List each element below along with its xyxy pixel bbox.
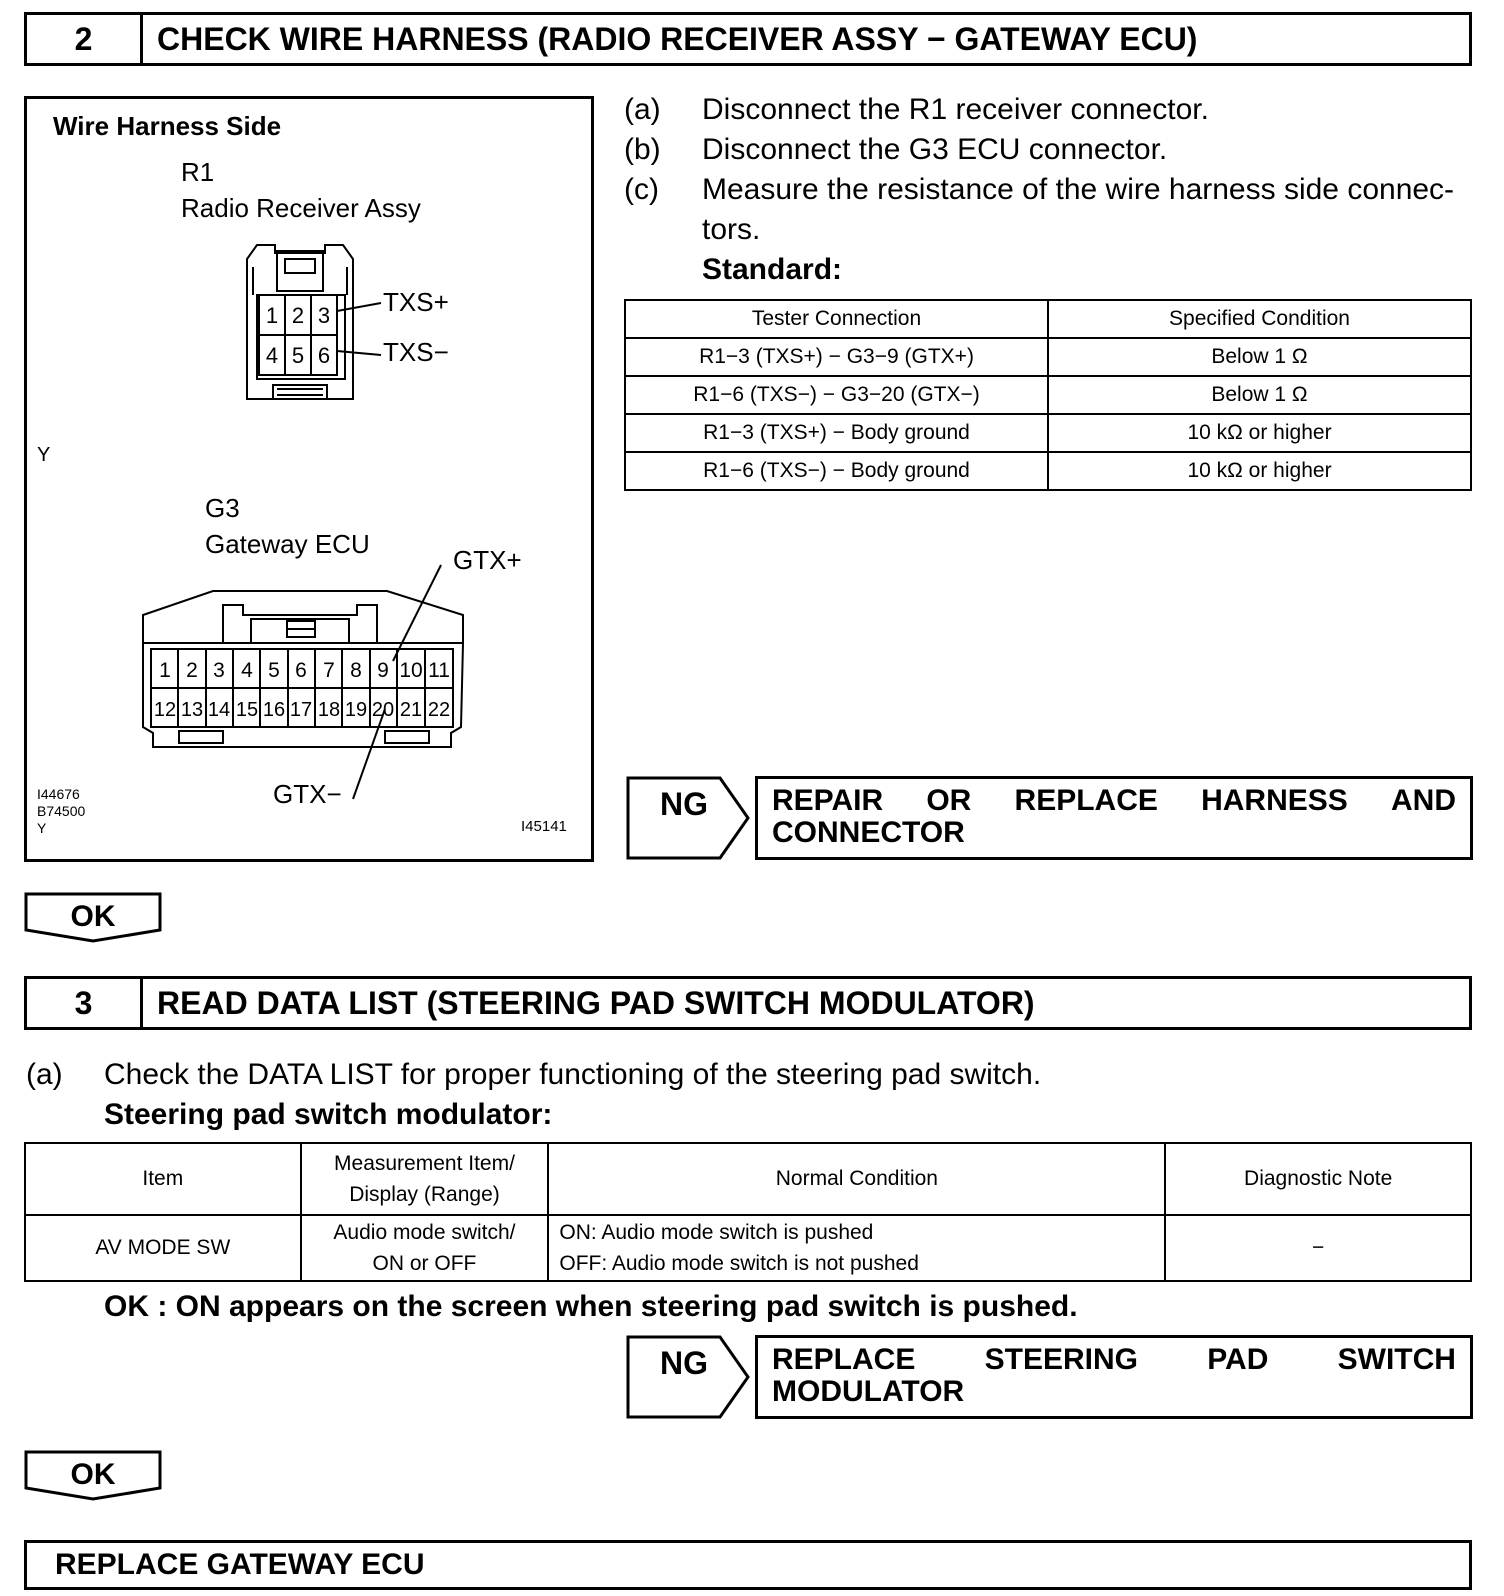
g3-pin-19: 19 (344, 699, 368, 721)
repair-harness-result (755, 776, 1473, 860)
result-line-2: MODULATOR (772, 1375, 965, 1408)
diagnostic-note-cell: − (1165, 1215, 1471, 1281)
result-word: REPAIR (772, 784, 884, 817)
g3-pin-22: 22 (427, 699, 451, 721)
step-number: 2 (27, 15, 143, 63)
txs-plus-leader (337, 303, 381, 311)
g3-pin-10: 10 (399, 659, 423, 682)
header-measurement-line-1: Measurement Item/ (334, 1152, 515, 1175)
r1-name: Radio Receiver Assy (181, 193, 421, 223)
result-line-1 (772, 785, 1456, 817)
ref-code-2: B74500 (37, 803, 86, 819)
r1-pin-2: 2 (291, 303, 305, 328)
header-measurement-item (301, 1143, 549, 1215)
instruction-label-b: (b) (624, 133, 661, 166)
header-specified-condition: Specified Condition (1048, 300, 1471, 338)
specified-condition-cell: Below 1 Ω (1048, 376, 1471, 414)
g3-pin-7: 7 (323, 659, 335, 682)
step-title: CHECK WIRE HARNESS (RADIO RECEIVER ASSY − GATEWAY ECU) (157, 20, 1198, 57)
gtx-minus-label: GTX− (273, 779, 342, 809)
g3-pin-18: 18 (317, 699, 341, 721)
result-word: HARNESS (1201, 784, 1348, 817)
ng-label-step-3: NG (660, 1345, 708, 1381)
step-title: READ DATA LIST (STEERING PAD SWITCH MODULATOR) (157, 984, 1035, 1021)
result-word: REPLACE (1014, 784, 1158, 817)
standard-table (624, 299, 1472, 491)
header-normal-condition: Normal Condition (548, 1143, 1165, 1215)
result-line-1 (772, 1344, 1456, 1376)
ng-label-step-2: NG (660, 786, 708, 822)
ok-label-step-3: OK (70, 1458, 116, 1491)
ref-code-1: I44676 (37, 786, 80, 802)
table-header-row (625, 300, 1471, 338)
condition-line-1: ON: Audio mode switch is pushed (559, 1221, 874, 1244)
figure-id: I45141 (521, 818, 567, 835)
g3-pin-15: 15 (235, 699, 259, 721)
specified-condition-cell: 10 kΩ or higher (1048, 414, 1471, 452)
normal-condition-cell (548, 1215, 1165, 1281)
instruction-label-a: (a) (26, 1058, 63, 1091)
instruction-text-a: Disconnect the R1 receiver connector. (702, 93, 1209, 126)
g3-pin-8: 8 (350, 659, 362, 682)
ok-label-step-2: OK (70, 900, 116, 933)
standard-label: Standard: (702, 253, 843, 286)
item-cell: AV MODE SW (25, 1215, 301, 1281)
header-measurement-line-2: Display (Range) (349, 1183, 500, 1206)
result-word: OR (926, 784, 972, 817)
header-item: Item (25, 1143, 301, 1215)
r1-pin-6: 6 (317, 343, 331, 368)
g3-pin-17: 17 (289, 699, 313, 721)
result-word: STEERING (984, 1343, 1138, 1376)
result-word: REPLACE (772, 1343, 916, 1376)
g3-code: G3 (205, 493, 240, 523)
g3-pin-11: 11 (428, 659, 450, 682)
instruction-text-c: Measure the resistance of the wire harness side connec- (702, 173, 1455, 206)
tester-connection-cell: R1−6 (TXS−) − Body ground (625, 452, 1048, 490)
modulator-label: Steering pad switch modulator: (104, 1098, 553, 1131)
table-header-row (25, 1143, 1471, 1215)
table-row (625, 414, 1471, 452)
specified-condition-cell: 10 kΩ or higher (1048, 452, 1471, 490)
tester-connection-cell: R1−6 (TXS−) − G3−20 (GTX−) (625, 376, 1048, 414)
step-2-header (24, 12, 1472, 66)
connector-diagram (27, 99, 597, 865)
g3-pin-4: 4 (241, 659, 253, 682)
replace-modulator-result (755, 1335, 1473, 1419)
r1-code: R1 (181, 157, 215, 187)
g3-pin-16: 16 (262, 699, 286, 721)
gtx-plus-leader (393, 565, 441, 661)
instruction-text-a: Check the DATA LIST for proper functioning of the steering pad switch. (104, 1058, 1042, 1091)
g3-pin-12: 12 (153, 699, 177, 721)
table-row (625, 452, 1471, 490)
y-mark: Y (37, 444, 51, 466)
g3-pin-9: 9 (377, 659, 389, 682)
tester-connection-cell: R1−3 (TXS+) − G3−9 (GTX+) (625, 338, 1048, 376)
instruction-text-c-cont: tors. (702, 213, 761, 246)
g3-pin-21: 21 (399, 699, 423, 721)
r1-pin-3: 3 (317, 303, 331, 328)
g3-pin-20: 20 (371, 699, 395, 721)
wire-harness-figure (24, 96, 594, 862)
g3-pin-labels-bottom (154, 699, 450, 721)
txs-plus-label: TXS+ (383, 287, 449, 317)
data-list-table (24, 1142, 1472, 1282)
replace-gateway-ecu-box: REPLACE GATEWAY ECU (24, 1540, 1472, 1590)
instruction-label-c: (c) (624, 173, 659, 206)
table-row (625, 338, 1471, 376)
result-line-2: CONNECTOR (772, 816, 965, 849)
r1-pin-4: 4 (265, 343, 279, 368)
step-3-instructions (26, 1055, 1476, 1139)
table-row (25, 1215, 1471, 1281)
r1-pin-1: 1 (265, 303, 279, 328)
r1-pin-5: 5 (291, 343, 305, 368)
step-2-instructions (624, 90, 1484, 290)
gtx-plus-label: GTX+ (453, 545, 522, 575)
step-3-header (24, 976, 1472, 1030)
g3-pin-13: 13 (180, 699, 204, 721)
g3-pin-3: 3 (213, 659, 225, 682)
table-row (625, 376, 1471, 414)
g3-pin-6: 6 (295, 659, 307, 682)
tester-connection-cell: R1−3 (TXS+) − Body ground (625, 414, 1048, 452)
ref-y: Y (37, 820, 47, 836)
specified-condition-cell: Below 1 Ω (1048, 338, 1471, 376)
g3-pin-14: 14 (207, 699, 231, 721)
txs-minus-label: TXS− (383, 337, 449, 367)
g3-pin-5: 5 (268, 659, 280, 682)
condition-line-2: OFF: Audio mode switch is not pushed (559, 1252, 919, 1275)
result-word: SWITCH (1337, 1343, 1456, 1376)
header-diagnostic-note: Diagnostic Note (1165, 1143, 1471, 1215)
figure-heading: Wire Harness Side (53, 111, 282, 141)
result-word: AND (1391, 784, 1456, 817)
instruction-label-a: (a) (624, 93, 661, 126)
ok-statement: OK : ON appears on the screen when steering pad switch is pushed. (104, 1290, 1078, 1323)
txs-minus-leader (337, 351, 381, 355)
measurement-cell (301, 1215, 549, 1281)
instruction-text-b: Disconnect the G3 ECU connector. (702, 133, 1168, 166)
measurement-line-2: ON or OFF (372, 1252, 477, 1275)
g3-pin-1: 1 (159, 659, 171, 682)
result-word: PAD (1207, 1343, 1269, 1376)
header-tester-connection: Tester Connection (625, 300, 1048, 338)
step-number: 3 (27, 979, 143, 1027)
g3-pin-2: 2 (186, 659, 198, 682)
g3-pin-labels-top (159, 659, 450, 682)
measurement-line-1: Audio mode switch/ (333, 1221, 516, 1244)
g3-name: Gateway ECU (205, 529, 370, 559)
